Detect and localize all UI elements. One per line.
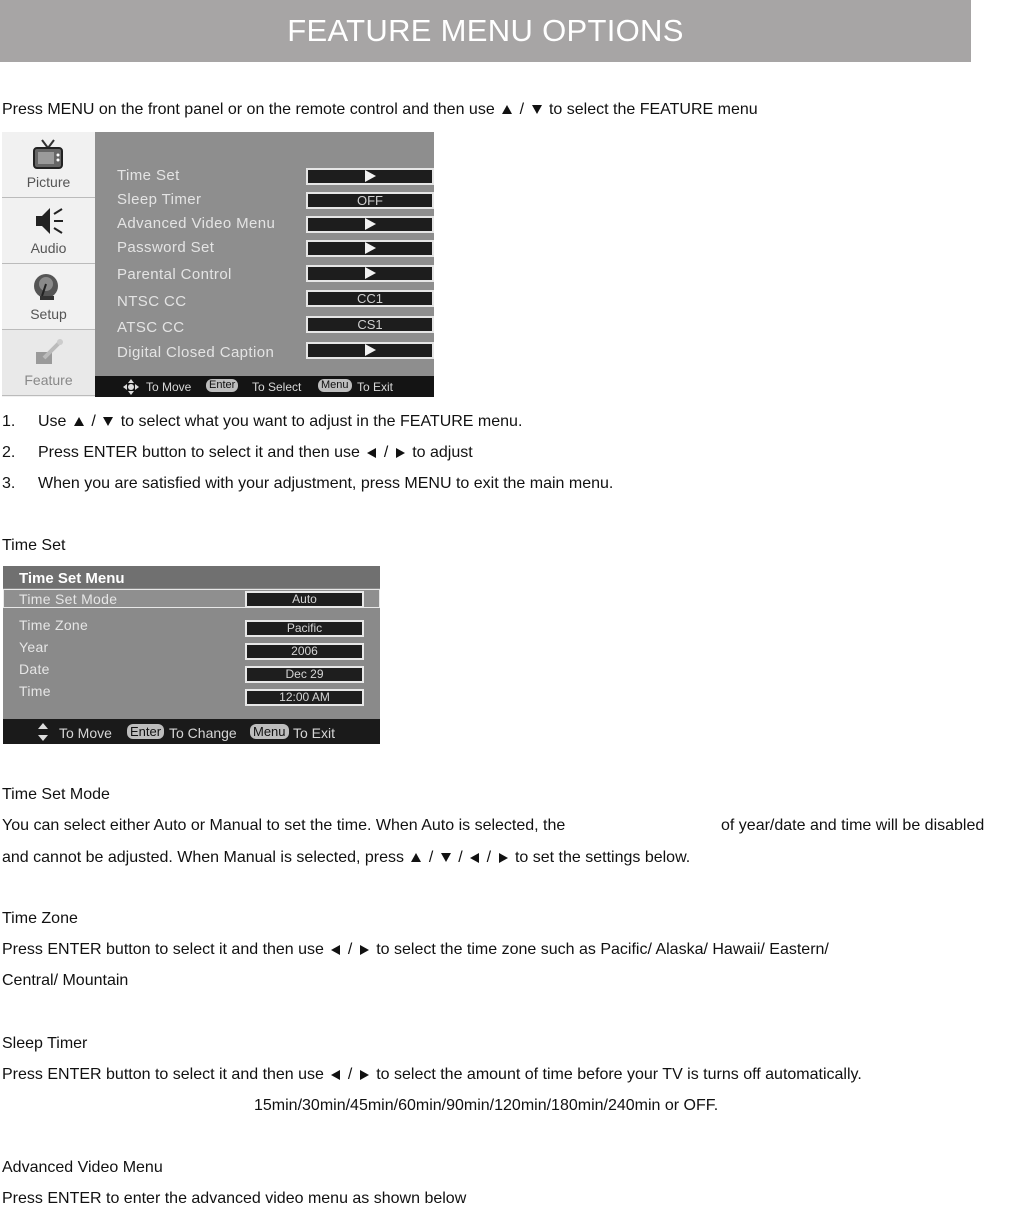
- paragraph-text: to set the settings below.: [514, 849, 691, 866]
- step-text-end: to select what you want to adjust in the FEATURE menu.: [120, 413, 523, 430]
- footer-move-text: To Move: [59, 725, 112, 741]
- menu-row-atsc-cc: ATSC CC: [117, 319, 185, 336]
- slash: /: [519, 101, 525, 118]
- menu-key-label: Menu: [250, 724, 289, 739]
- paragraph-text: Press ENTER button to select it and then use: [2, 1066, 324, 1083]
- menu-value-sleep-timer: OFF: [306, 192, 434, 209]
- footer-move-text: To Move: [146, 380, 192, 394]
- ts-value-mode: Auto: [245, 591, 364, 608]
- dpad-icon: [123, 379, 139, 395]
- menu-row-ntsc-cc: NTSC CC: [117, 293, 187, 310]
- time-set-menu-title: Time Set Menu: [19, 570, 125, 587]
- paragraph-text: to select the amount of time before your TV is turns off automatically.: [376, 1066, 862, 1083]
- step-number: 3.: [2, 475, 16, 492]
- up-arrow-icon: [411, 853, 421, 862]
- menu-value-password-set: [306, 240, 434, 257]
- step-1: [38, 413, 522, 431]
- paragraph-line: Press ENTER button to select it and then use / to select the time zone such as Pacific/ Alaska/ Hawaii/ Eastern/: [2, 941, 829, 958]
- intro-text: Press MENU on the front panel or on the remote control and then use: [2, 101, 495, 118]
- ts-row-time: Time: [19, 683, 51, 699]
- step-text: Use: [38, 413, 67, 430]
- ts-value-zone: Pacific: [245, 620, 364, 637]
- paragraph-text: and cannot be adjusted. When Manual is selected, press: [2, 849, 405, 866]
- paragraph-text: You can select either Auto or Manual to set the time. When Auto is selected, the: [2, 817, 566, 834]
- intro-text-end: to select the FEATURE menu: [548, 101, 758, 118]
- paragraph-text: to select the time zone such as Pacific/ Alaska/ Hawaii/ Eastern/: [376, 941, 829, 958]
- tab-feature: [2, 330, 95, 396]
- left-arrow-icon: [331, 1070, 340, 1080]
- step-text-end: to adjust: [412, 444, 473, 461]
- down-arrow-icon: [103, 417, 113, 426]
- right-arrow-icon: [499, 853, 508, 863]
- tab-audio: [2, 198, 95, 264]
- ts-row-date: Date: [19, 661, 50, 677]
- right-arrow-icon: [360, 945, 369, 955]
- enter-key-label: Enter: [127, 724, 164, 739]
- up-arrow-icon: [502, 105, 512, 114]
- paragraph-text: of year/date and time will be disabled: [721, 817, 985, 834]
- tab-label: Setup: [30, 306, 67, 322]
- left-arrow-icon: [470, 853, 479, 863]
- down-arrow-icon: [441, 853, 451, 862]
- menu-value-digital-cc: [306, 342, 434, 359]
- tab-picture: [2, 132, 95, 198]
- paragraph-text: 15min/30min/45min/60min/90min/120min/180min/240min or OFF.: [254, 1097, 719, 1114]
- right-arrow-icon: [365, 344, 376, 356]
- up-arrow-icon: [74, 417, 84, 426]
- satellite-dish-icon: [30, 270, 66, 304]
- menu-value-advanced-video: [306, 216, 434, 233]
- footer-change-text: To Change: [169, 725, 237, 741]
- time-set-menu-header: [3, 566, 380, 588]
- menu-value-ntsc-cc: CC1: [306, 290, 434, 307]
- time-set-menu-screenshot: [3, 566, 380, 744]
- section-heading-time-set: Time Set: [2, 537, 66, 554]
- footer-exit-text: To Exit: [293, 725, 336, 741]
- menu-row-password-set: Password Set: [117, 239, 215, 256]
- section-heading-advanced-video: Advanced Video Menu: [2, 1159, 163, 1176]
- ts-value-date: Dec 29: [245, 666, 364, 683]
- left-arrow-icon: [367, 448, 376, 458]
- menu-value-atsc-cc: CS1: [306, 316, 434, 333]
- paragraph-text: Central/ Mountain: [2, 972, 129, 989]
- menu-footer: [95, 376, 434, 397]
- right-arrow-icon: [365, 218, 376, 230]
- menu-row-advanced-video: Advanced Video Menu: [117, 215, 276, 232]
- page-title: FEATURE MENU OPTIONS: [287, 13, 684, 48]
- step-text: Press ENTER button to select it and then use: [38, 444, 360, 461]
- down-arrow-icon: [532, 105, 542, 114]
- tab-label: Audio: [30, 240, 67, 256]
- section-heading-sleep-timer: Sleep Timer: [2, 1035, 88, 1052]
- step-number: 2.: [2, 444, 16, 461]
- menu-row-parental-control: Parental Control: [117, 266, 232, 283]
- menu-sidebar: [2, 132, 95, 397]
- footer-exit-text: To Exit: [357, 380, 394, 394]
- ts-row-year: Year: [19, 639, 49, 655]
- footer-select-text: To Select: [252, 380, 302, 394]
- menu-row-time-set: Time Set: [117, 167, 180, 184]
- enter-key-label: Enter: [206, 379, 238, 392]
- right-arrow-icon: [365, 242, 376, 254]
- menu-key-label: Menu: [318, 379, 352, 392]
- tab-label: Feature: [24, 372, 73, 388]
- right-arrow-icon: [360, 1070, 369, 1080]
- ts-row-zone: Time Zone: [19, 617, 89, 633]
- step-2: [38, 444, 473, 462]
- tab-setup: [2, 264, 95, 330]
- paragraph-text: Press ENTER button to select it and then use: [2, 941, 324, 958]
- right-arrow-icon: [396, 448, 405, 458]
- menu-value-time-set: [306, 168, 434, 185]
- ts-value-time: 12:00 AM: [245, 689, 364, 706]
- left-arrow-icon: [331, 945, 340, 955]
- ts-value-year: 2006: [245, 643, 364, 660]
- menu-row-sleep-timer: Sleep Timer: [117, 191, 202, 208]
- up-down-icon: [37, 723, 49, 741]
- speaker-icon: [30, 204, 66, 238]
- tools-icon: [30, 336, 66, 370]
- paragraph-text: Press ENTER to enter the advanced video menu as shown below: [2, 1190, 467, 1207]
- step-number: 1.: [2, 413, 16, 430]
- feature-menu-screenshot: [2, 132, 434, 397]
- step-3: [38, 475, 613, 493]
- intro-line: [2, 101, 758, 119]
- page-banner: [0, 0, 971, 62]
- step-text: When you are satisfied with your adjustment, press MENU to exit the main menu.: [38, 475, 614, 492]
- time-set-footer: [3, 719, 380, 744]
- paragraph-line: and cannot be adjusted. When Manual is selected, press / / / to set the settings below.: [2, 849, 691, 866]
- right-arrow-icon: [365, 267, 376, 279]
- right-arrow-icon: [365, 170, 376, 182]
- menu-value-parental-control: [306, 265, 434, 282]
- section-heading-time-set-mode: Time Set Mode: [2, 786, 110, 803]
- tv-icon: [30, 138, 66, 172]
- section-heading-time-zone: Time Zone: [2, 910, 78, 927]
- slash: /: [383, 444, 389, 461]
- paragraph-line: Press ENTER button to select it and then use / to select the amount of time before your TV is turns off automatically.: [2, 1066, 862, 1083]
- menu-row-digital-cc: Digital Closed Caption: [117, 344, 275, 361]
- ts-row-mode: Time Set Mode: [19, 591, 118, 607]
- tab-label: Picture: [26, 174, 71, 190]
- slash: /: [91, 413, 96, 430]
